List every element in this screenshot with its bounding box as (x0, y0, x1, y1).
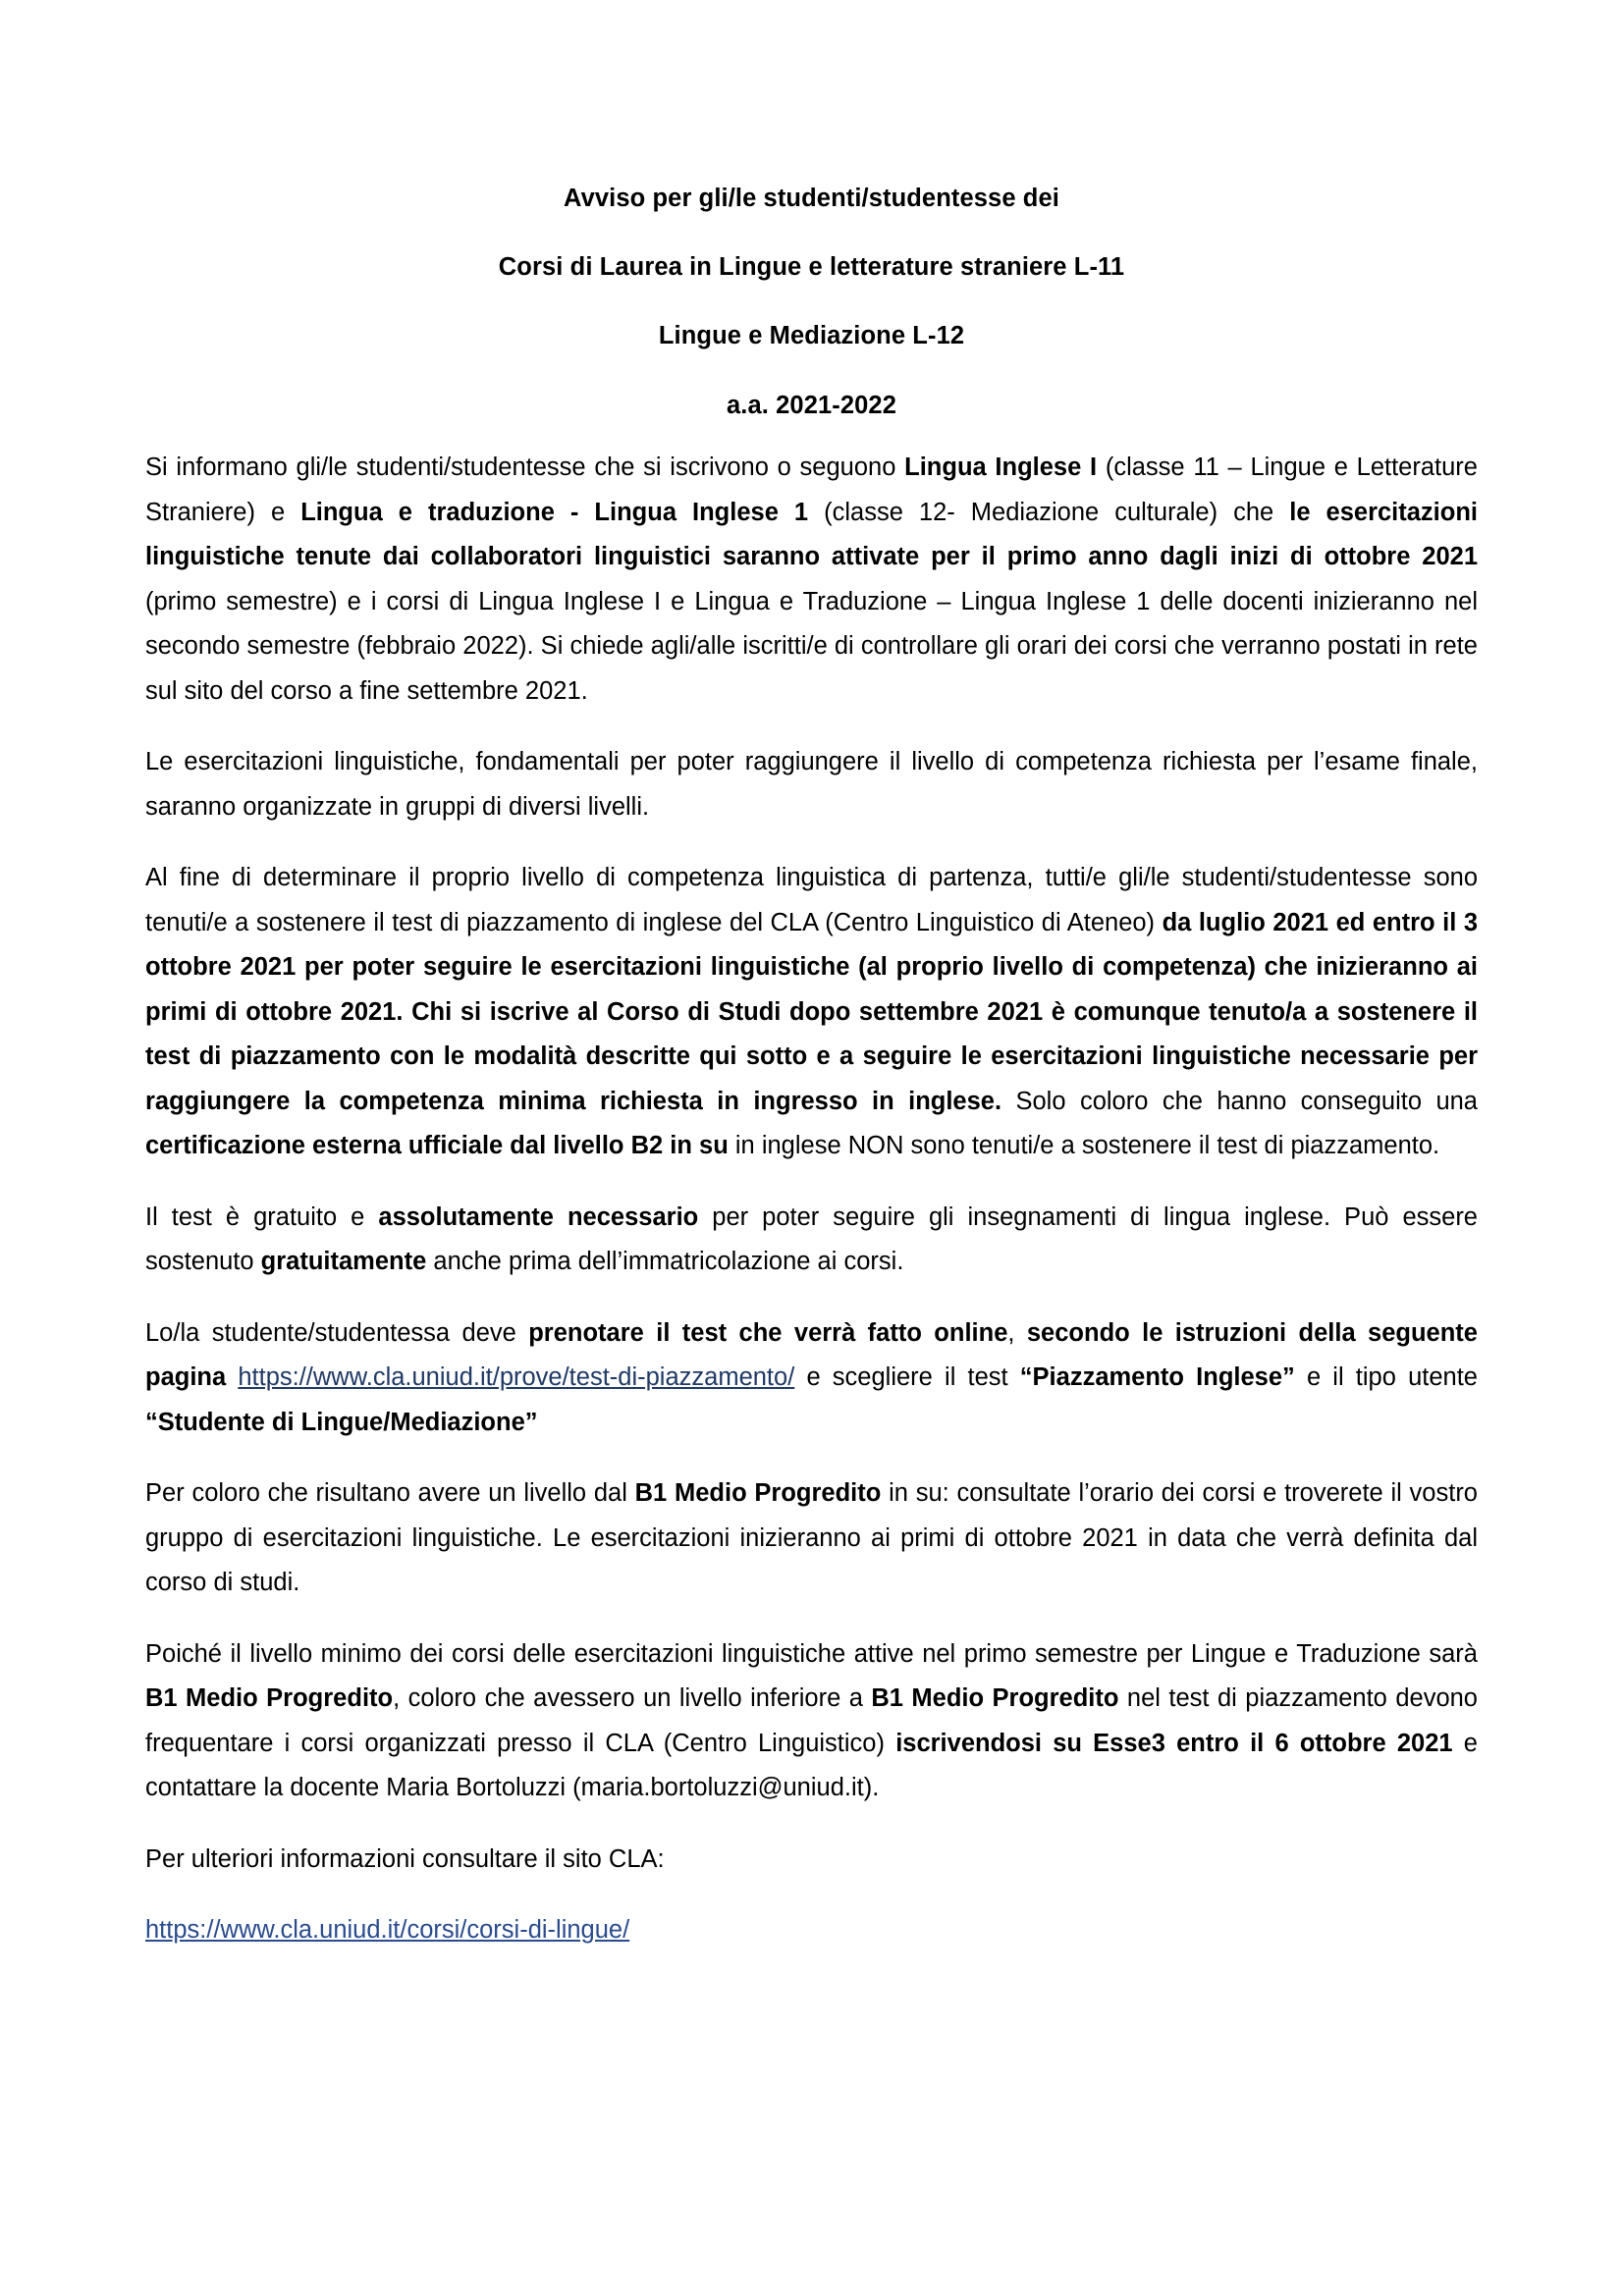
par1-text-1: Si informano gli/le studenti/studentesse che si iscrivono o seguono (145, 454, 905, 481)
par5-text-5: e il tipo utente (1294, 1363, 1478, 1391)
par3-text-2: Solo coloro che hanno conseguito una (1001, 1087, 1478, 1115)
par1-bold-2: Lingua e traduzione - Lingua Inglese 1 (300, 498, 809, 526)
heading-line-4: a.a. 2021-2022 (727, 391, 896, 419)
document-heading-block (145, 187, 1478, 418)
par2-text-1: Le esercitazioni linguistiche, fondamentali per poter raggiungere il livello di competenza richiesta per l’esame finale, saranno organizzate in gruppi di diversi livelli. (145, 748, 1478, 821)
heading-line-2: Corsi di Laurea in Lingue e letterature straniere L-11 (498, 252, 1125, 281)
par4-text-3: anche prima dell’immatricolazione ai corsi. (426, 1248, 904, 1275)
par3-bold-2: certificazione esterna ufficiale dal livello B2 in su (145, 1132, 729, 1159)
heading-line-3: Lingue e Mediazione L-12 (658, 322, 965, 349)
par1-text-4: (primo semestre) e i corsi di Lingua Inglese I e Lingua e Traduzione – Lingua Inglese 1 delle docenti inizieranno nel secondo semestre (febbraio 2022). Si chiede agli/alle iscritti/e di controllare gli orari dei corsi che verranno postati in rete sul sito del corso a fine settembre 2021. (145, 587, 1478, 705)
par7-text-4: e contattare la docente Maria Bortoluzzi (maria.bortoluzzi@uniud.it). (145, 1729, 1478, 1801)
paragraph-6 (145, 1471, 1478, 1606)
paragraph-2 (145, 740, 1478, 829)
par3-text-3: in inglese NON sono tenuti/e a sostenere il test di piazzamento. (728, 1132, 1440, 1159)
paragraph-8 (145, 1838, 1478, 1883)
par1-text-3: (classe 12- Mediazione culturale) che (808, 498, 1290, 526)
par3-text-1: Al fine di determinare il proprio livello di competenza linguistica di partenza, tutti/e gli/le studenti/studentesse sono tenuti/e a sostenere il test di piazzamento di inglese del CLA (Centro Linguistico di Ateneo) (145, 864, 1478, 936)
par7-bold-3: iscrivendosi su Esse3 entro il 6 ottobre 2021 (895, 1729, 1453, 1757)
paragraph-5 (145, 1311, 1478, 1446)
par5-text-1: Lo/la studente/studentessa deve (145, 1318, 529, 1347)
par5-text-4: e scegliere il test (794, 1363, 1020, 1391)
heading-line-1: Avviso per gli/le studenti/studentesse dei (564, 185, 1059, 212)
par6-text-2: in su: consultate l’orario dei corsi e troverete il vostro gruppo di esercitazioni linguistiche. Le esercitazioni inizieranno ai primi di ottobre 2021 in data che verrà definita dal corso di studi. (145, 1479, 1478, 1596)
paragraph-3 (145, 856, 1478, 1169)
par5-bold-1: prenotare il test che verrà fatto online (528, 1318, 1008, 1347)
par4-text-1: Il test è gratuito e (145, 1202, 379, 1231)
par7-bold-1: B1 Medio Progredito (145, 1684, 394, 1712)
par5-bold-4: “Studente di Lingue/Mediazione” (145, 1408, 538, 1436)
par4-bold-2: gratuitamente (260, 1248, 427, 1275)
par5-bold-3: “Piazzamento Inglese” (1019, 1363, 1295, 1391)
par7-text-1: Poiché il livello minimo dei corsi delle esercitazioni linguistiche attive nel primo semestre per Lingue e Traduzione sarà (145, 1639, 1478, 1668)
par7-text-2: , coloro che avessero un livello inferiore a (393, 1684, 872, 1712)
par5-bold-2: secondo le istruzioni della seguente pagina (145, 1318, 1478, 1391)
corsi-di-lingue-link[interactable]: https://www.cla.uniud.it/corsi/corsi-di-lingue/ (145, 1916, 630, 1944)
par5-text-2: , (1007, 1318, 1027, 1347)
par7-text-3: nel test di piazzamento devono frequentare i corsi organizzati presso il CLA (Centro Linguistico) (145, 1684, 1478, 1757)
paragraph-4 (145, 1196, 1478, 1285)
par1-bold-1: Lingua Inglese I (904, 454, 1098, 481)
par4-text-2: per poter seguire gli insegnamenti di lingua inglese. Può essere sostenuto (145, 1202, 1478, 1275)
par6-text-1: Per coloro che risultano avere un livello dal (145, 1479, 635, 1507)
par5-text-3 (226, 1363, 238, 1391)
paragraph-7 (145, 1632, 1478, 1811)
par8-text-1: Per ulteriori informazioni consultare il sito CLA: (145, 1844, 665, 1873)
par3-bold-1: da luglio 2021 ed entro il 3 ottobre 2021 per poter seguire le esercitazioni linguistiche (al proprio livello di competenza) che inizieranno ai primi di ottobre 2021. Chi si iscrive al Corso di Studi dopo settembre 2021 è comunque tenuto/a a sostenere il test di piazzamento con le modalità descritte qui sotto e a seguire le esercitazioni linguistiche necessarie per raggiungere la competenza minima richiesta in ingresso in inglese. (145, 908, 1479, 1115)
footer-link-paragraph (145, 1908, 1478, 1953)
par1-bold-3: le esercitazioni linguistiche tenute dai collaboratori linguistici saranno attivate per il primo anno dagli inizi di ottobre 2021 (145, 498, 1479, 570)
par7-bold-2: B1 Medio Progredito (871, 1684, 1119, 1712)
paragraph-1 (145, 446, 1478, 714)
par6-bold-1: B1 Medio Progredito (634, 1479, 882, 1507)
test-di-piazzamento-link[interactable]: https://www.cla.uniud.it/prove/test-di-piazzamento/ (238, 1363, 795, 1391)
par4-bold-1: assolutamente necessario (378, 1202, 699, 1231)
par1-text-2: (classe 11 – Lingue e Letterature Straniere) e (145, 454, 1478, 526)
